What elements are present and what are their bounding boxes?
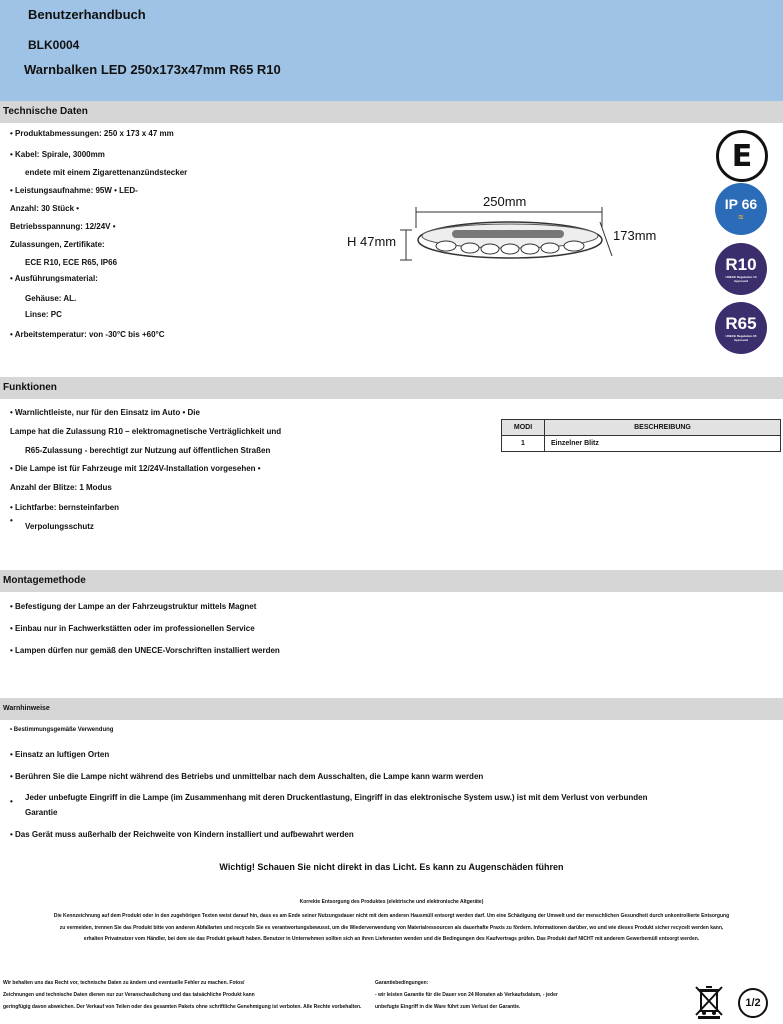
warning-line: Jeder unbefugte Eingriff in die Lampe (im Zusammenhang mit deren Druckentlastung, Eingriff in das elektronische System usw.) ist mit dem Verlust von verbunden [25, 793, 648, 802]
warning-line: • Berühren Sie die Lampe nicht während des Betriebs und unmittelbar nach dem Ausschalten, die Lampe kann warm werden [10, 772, 484, 781]
weee-bin-icon [692, 983, 726, 1019]
tech-line: ECE R10, ECE R65, IP66 [25, 258, 118, 267]
disposal-line: Die Kennzeichnung auf dem Produkt oder in den zugehörigen Texten weist darauf hin, dass es am Ende seiner Nutzungsdauer nicht mit dem anderen Hausmüll entsorgt werden darf. Um eine Schädigung der Umwelt und der menschlichen Gesundheit durch unkontrollierte Entsorgung [53, 913, 730, 919]
r10-sublabel: UNECE Regulation 10 Approved [725, 275, 757, 283]
r65-label: R65 [725, 314, 757, 333]
page-number-badge [738, 988, 768, 1018]
function-line: • Die Lampe ist für Fahrzeuge mit 12/24V-Installation vorgesehen • [10, 464, 261, 473]
footer-left-line: Wir behalten uns das Recht vor, technische Daten zu ändern und eventuelle Fehler zu machen. Fotos/ [3, 980, 245, 986]
r65-sublabel: UNECE Regulation 65 Approved [725, 334, 757, 342]
tech-line: endete mit einem Zigarettenanzündstecker [25, 168, 188, 177]
tech-line: • Arbeitstemperatur: von -30°C bis +60°C [10, 330, 165, 339]
tech-line: • Ausführungsmaterial: [10, 274, 98, 283]
eye-warning-notice: Wichtig! Schauen Sie nicht direkt in das Licht. Es kann zu Augenschäden führen [219, 862, 564, 872]
tech-line: • Leistungsaufnahme: 95W • LED- [10, 186, 138, 195]
r65-icon [715, 302, 767, 354]
function-line: • Warnlichtleiste, nur für den Einsatz im Auto • Die [10, 408, 200, 417]
footer-left-line: geringfügig davon abweichen. Der Verkauf von Teilen oder des gesamten Pakets ohne schriftliche Genehmigung ist verboten. Alle Rechte vorbehalten. [3, 1004, 362, 1010]
warning-line: • Das Gerät muss außerhalb der Reichweite von Kindern installiert und aufbewahrt werden [10, 830, 354, 839]
disposal-title: Korrekte Entsorgung des Produktes (elektrische und elektronische Altgeräte) [299, 899, 484, 905]
function-line: Verpolungsschutz [25, 522, 94, 531]
footer-right-line: Garantiebedingungen: [375, 980, 429, 986]
section-technical-data [0, 101, 783, 123]
dimension-depth: 173mm [613, 228, 657, 243]
tech-line: Linse: PC [25, 310, 62, 319]
tech-line: • Kabel: Spirale, 3000mm [10, 150, 105, 159]
r10-icon [715, 243, 767, 295]
section-title: Montagemethode [3, 575, 86, 586]
product-title: Warnbalken LED 250x173x47mm R65 R10 [24, 62, 281, 77]
disposal-line: zu vermeiden, trennen Sie das Produkt bitte von anderen Abfallarten und recyceln Sie es verantwortungsbewusst, um die Wiederverwendung von Materialressourcen als dauerhafte Praxis zu fördern. Informationen darüber, wo und wie dieses Produkt sicher recycelt werden kann, [59, 925, 724, 931]
section-title: Funktionen [3, 382, 57, 393]
disposal-line: erhalten Privatnutzer vom Händler, bei dem sie das Produkt gekauft haben. Benutzer in Unternehmen sollten sich an ihren Lieferanten wenden und die Bedingungen des Kaufvertrags prüfen. Das Produkt darf NICHT mit anderem Gewerbemüll entsorgt werden. [83, 936, 700, 942]
table-header-cell: BESCHREIBUNG [545, 420, 781, 436]
footer-right-line: unbefugte Eingriff in die Ware führt zum Verlust der Garantie. [375, 1004, 521, 1010]
section-title: Warnhinweise [3, 705, 50, 712]
footer-left-line: Zeichnungen und technische Daten dienen nur zur Veranschaulichung und das tatsächliche Produkt kann [3, 992, 255, 998]
table-cell: Einzelner Blitz [545, 436, 781, 452]
dimension-drawing [340, 192, 680, 272]
mounting-line: • Einbau nur in Fachwerkstätten oder im professionellen Service [10, 624, 255, 633]
r10-label: R10 [725, 255, 757, 274]
tech-line: Betriebsspannung: 12/24V • [10, 222, 116, 231]
section-mounting [0, 570, 783, 592]
table-header-row [502, 420, 781, 436]
manual-label: Benutzerhandbuch [28, 7, 146, 22]
tech-line: Gehäuse: AL. [25, 294, 77, 303]
warning-line: Garantie [25, 808, 58, 817]
dimension-height: H 47mm [347, 234, 397, 249]
section-warnings [0, 698, 783, 720]
function-line: Lampe hat die Zulassung R10 – elektromagnetische Verträglichkeit und [10, 427, 282, 436]
modes-table [501, 419, 781, 452]
warning-line: • [10, 797, 13, 806]
tech-line: • Produktabmessungen: 250 x 173 x 47 mm [10, 129, 174, 138]
table-row [502, 436, 781, 452]
ip66-icon: IP 66 ≈ [715, 183, 767, 235]
table-cell: 1 [502, 436, 545, 452]
function-line: • Lichtfarbe: bernsteinfarben [10, 503, 120, 512]
function-line: R65-Zulassung - berechtigt zur Nutzung auf öffentlichen Straßen [25, 446, 271, 455]
ip66-label: IP 66 [724, 196, 758, 212]
e-mark-label: E [731, 138, 753, 174]
warning-line: • Bestimmungsgemäße Verwendung [10, 727, 114, 733]
warning-line: • Einsatz an luftigen Orten [10, 750, 110, 759]
dimension-width: 250mm [483, 194, 527, 209]
function-line: Anzahl der Blitze: 1 Modus [10, 483, 112, 492]
tech-line: Zulassungen, Zertifikate: [10, 240, 105, 249]
product-code: BLK0004 [28, 38, 80, 52]
footer-right-line: - wir leisten Garantie für die Dauer von 24 Monaten ab Verkaufsdatum, - jeder [375, 992, 558, 998]
tech-line: Anzahl: 30 Stück • [10, 204, 80, 213]
table-header-cell: MODI [502, 420, 545, 436]
mounting-line: • Befestigung der Lampe an der Fahrzeugstruktur mittels Magnet [10, 602, 257, 611]
e-mark-icon [716, 130, 768, 182]
page-number: 1/2 [745, 997, 761, 1009]
function-line: • [10, 516, 13, 525]
section-title: Technische Daten [3, 106, 88, 117]
mounting-line: • Lampen dürfen nur gemäß den UNECE-Vorschriften installiert werden [10, 646, 280, 655]
section-functions [0, 377, 783, 399]
